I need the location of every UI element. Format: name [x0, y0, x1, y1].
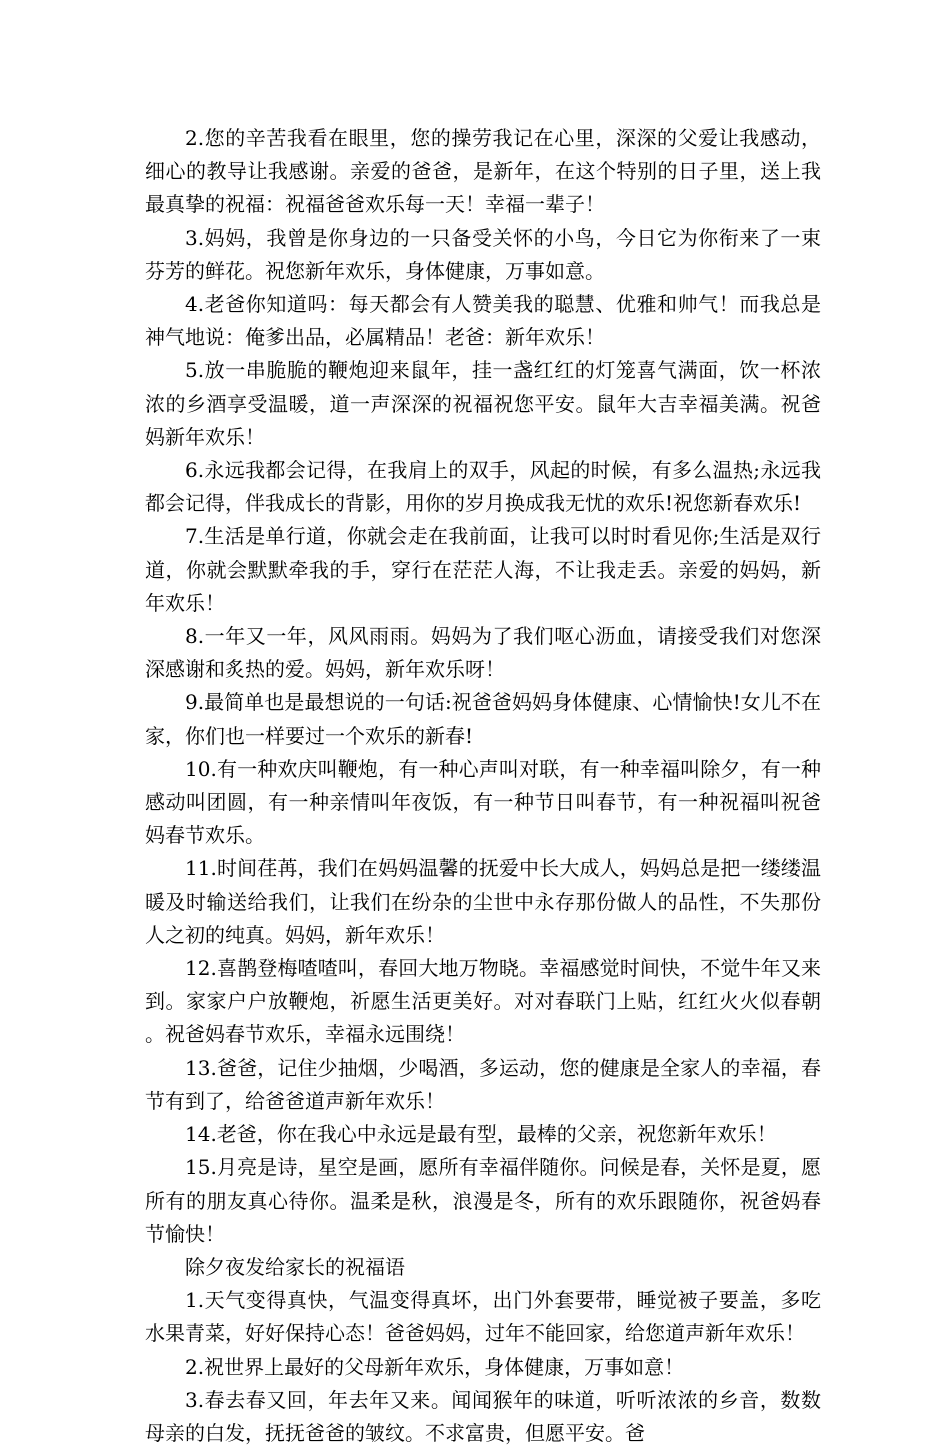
- paragraph: 6.永远我都会记得，在我肩上的双手，风起的时候，有多么温热;永远我都会记得，伴我成长的背影，用你的岁月换成我无忧的欢乐!祝您新春欢乐!: [145, 458, 821, 516]
- paragraph: 3.妈妈，我曾是你身边的一只备受关怀的小鸟，今日它为你衔来了一束芬芳的鲜花。祝您新年欢乐，身体健康，万事如意。: [145, 225, 821, 283]
- paragraph: 2.您的辛苦我看在眼里，您的操劳我记在心里，深深的父爱让我感动，细心的教导让我感谢。亲爱的爸爸，是新年，在这个特别的日子里，送上我最真挚的祝福：祝福爸爸欢乐每一天！幸福一辈子！: [145, 126, 821, 217]
- paragraph: 2.祝世界上最好的父母新年欢乐，身体健康，万事如意！: [185, 1354, 685, 1379]
- paragraph: 13.爸爸，记住少抽烟，少喝酒，多运动，您的健康是全家人的幸福，春节有到了，给爸爸道声新年欢乐！: [145, 1055, 821, 1113]
- paragraph: 1.天气变得真快，气温变得真坏，出门外套要带，睡觉被子要盖，多吃水果青菜，好好保持心态！爸爸妈妈，过年不能回家，给您道声新年欢乐！: [145, 1288, 821, 1346]
- paragraph: 11.时间荏苒，我们在妈妈温馨的抚爱中长大成人，妈妈总是把一缕缕温暖及时输送给我们，让我们在纷杂的尘世中永存那份做人的品性，不失那份人之初的纯真。妈妈，新年欢乐！: [145, 856, 821, 947]
- paragraph: 15.月亮是诗，星空是画，愿所有幸福伴随你。问候是春，关怀是夏，愿所有的朋友真心待你。温柔是秋，浪漫是冬，所有的欢乐跟随你，祝爸妈春节愉快！: [145, 1155, 821, 1246]
- paragraph: 9.最简单也是最想说的一句话:祝爸爸妈妈身体健康、心情愉快!女儿不在家，你们也一样要过一个欢乐的新春!: [145, 690, 821, 748]
- paragraph: 3.春去春又回，年去年又来。闻闻猴年的味道，听听浓浓的乡音，数数母亲的白发，抚抚爸爸的皱纹。不求富贵，但愿平安。爸: [145, 1387, 821, 1445]
- paragraph: 10.有一种欢庆叫鞭炮，有一种心声叫对联，有一种幸福叫除夕，有一种感动叫团圆，有一种亲情叫年夜饭，有一种节日叫春节，有一种祝福叫祝爸妈春节欢乐。: [145, 756, 821, 848]
- paragraph: 7.生活是单行道，你就会走在我前面，让我可以时时看见你;生活是双行道，你就会默默牵我的手，穿行在茫茫人海，不让我走丢。亲爱的妈妈，新年欢乐！: [145, 524, 821, 615]
- paragraph: 5.放一串脆脆的鞭炮迎来鼠年，挂一盏红红的灯笼喜气满面，饮一杯浓浓的乡酒享受温暖，道一声深深的祝福祝您平安。鼠年大吉幸福美满。祝爸妈新年欢乐！: [145, 358, 821, 449]
- paragraph: 8.一年又一年，风风雨雨。妈妈为了我们呕心沥血，请接受我们对您深深感谢和炙热的爱。妈妈，新年欢乐呀！: [145, 624, 821, 682]
- document-page: [145, 122, 821, 1450]
- paragraph: 4.老爸你知道吗：每天都会有人赞美我的聪慧、优雅和帅气！而我总是神气地说：俺爹出品，必属精品！老爸：新年欢乐！: [145, 292, 821, 350]
- paragraph: 14.老爸，你在我心中永远是最有型，最棒的父亲，祝您新年欢乐！: [185, 1122, 777, 1147]
- paragraph: 12.喜鹊登梅喳喳叫，春回大地万物晓。幸福感觉时间快，不觉牛年又来到。家家户户放鞭炮，祈愿生活更美好。对对春联门上贴，红红火火似春朝。祝爸妈春节欢乐，幸福永远围绕！: [145, 956, 821, 1047]
- section-heading: 除夕夜发给家长的祝福语: [185, 1254, 405, 1279]
